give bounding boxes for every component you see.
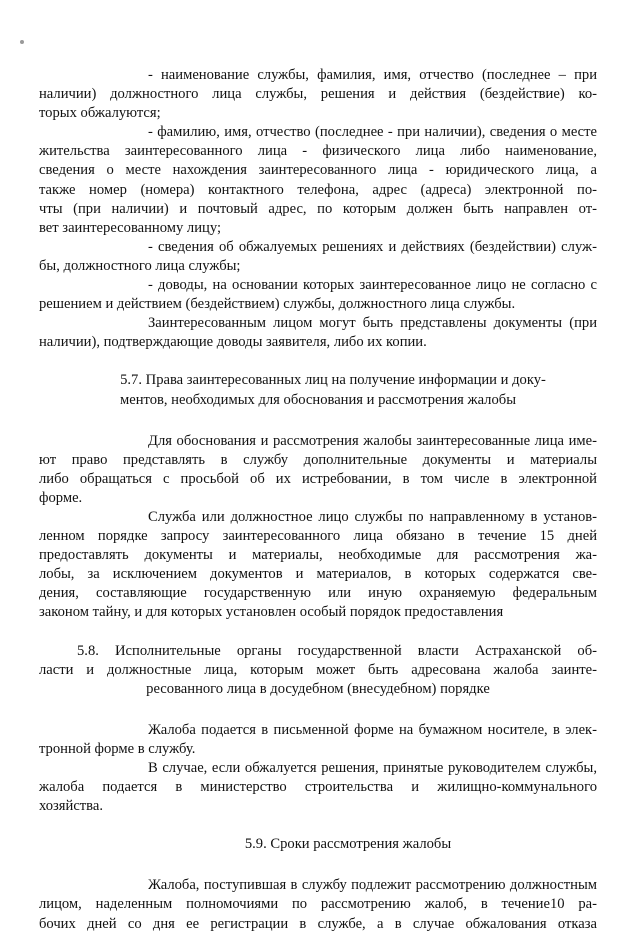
text-line: наличии), подтверждающие доводы заявителя, либо их копии. (39, 334, 427, 351)
text-line: - доводы, на основании которых заинтересованное лицо не согласно с (148, 277, 597, 294)
paragraph-head-decisions (39, 759, 597, 816)
text-line: также номер (номера) контактного телефона, адрес (адреса) электронной по- (39, 181, 597, 198)
text-line: ленном порядке запросу заинтересованного лица обязано в течение 15 дней (39, 528, 597, 545)
text-line: жалоба подается в министерство строительства и жилищно-коммунального (39, 779, 597, 796)
section-b (39, 432, 597, 623)
text-line: В случае, если обжалуется решения, принятые руководителем службы, (148, 760, 597, 776)
text-line: бочих дней со дня ее регистрации в службе, а в случае обжалования отказа (39, 915, 597, 932)
paragraph-service-obliged (39, 508, 597, 623)
heading-line: 5.7. Права заинтересованных лиц на получение информации и доку- (120, 372, 546, 389)
text-line: - сведения об обжалуемых решениях и действиях (бездействии) служ- (148, 238, 597, 255)
heading-line: 5.9. Сроки рассмотрения жалобы (244, 836, 452, 853)
text-line: либо обращаться с просьбой об их истребовании, в том числе в электронной (39, 470, 597, 487)
heading-5-9 (39, 835, 597, 854)
heading-line: ласти и должностные лица, которым может быть адресована жалоба заинте- (39, 661, 597, 678)
text-line: Служба или должностное лицо службы по направленному в установ- (148, 508, 597, 525)
text-line: наличии) должностного лица службы, решения и действия (бездействие) ко- (39, 86, 597, 103)
heading-line: ресованного лица в досудебном (внесудебном) порядке (146, 680, 490, 697)
paragraph-appealed-decisions (39, 238, 597, 276)
text-line: законом тайну, и для которых установлен особый порядок предоставления (39, 604, 504, 621)
text-line: - фамилию, имя, отчество (последнее - при наличии), сведения о месте (148, 124, 597, 141)
text-line: чты (при наличии) и почтовый адрес, по которым должен быть направлен от- (39, 200, 597, 217)
text-line: хозяйства. (39, 798, 104, 815)
text-line: Для обоснования и рассмотрения жалобы заинтересованные лица име- (148, 432, 597, 449)
text-line: форме. (39, 489, 83, 506)
text-line: лобы, за исключением документов и материалов, в которых содержатся све- (39, 566, 597, 583)
heading-line: 5.8. Исполнительные органы государственной власти Астраханской об- (77, 642, 597, 659)
paragraph-applicant-details (39, 123, 597, 238)
section-d (39, 876, 597, 933)
text-line: дения, составляющие государственную или иную охраняемую федеральным (39, 585, 597, 602)
heading-5-8 (39, 642, 597, 699)
text-line: Заинтересованным лицом могут быть представлены документы (при (148, 315, 597, 332)
paragraph-review-period (39, 876, 597, 933)
text-line: бы, должностного лица службы; (39, 257, 241, 274)
paragraph-right-to-submit (39, 432, 597, 508)
text-line: лицом, наделенным полномочиями по рассмотрению жалоб, в течение10 ра- (39, 896, 597, 913)
heading-line: ментов, необходимых для обоснования и рассмотрения жалобы (119, 391, 516, 408)
text-line: Жалоба, поступившая в службу подлежит рассмотрению должностным (148, 877, 597, 894)
text-line: - наименование службы, фамилия, имя, отчество (последнее – при (148, 67, 597, 83)
text-line: торых обжалуются; (39, 105, 161, 122)
section-c (39, 721, 597, 816)
section-a (39, 66, 597, 352)
text-line: сведения о месте нахождения заинтересованного лица - юридического лица, а (39, 162, 597, 179)
paragraph-arguments (39, 276, 597, 314)
text-line: вет заинтересованному лицу; (39, 219, 221, 236)
heading-5-7 (39, 371, 597, 409)
paragraph-complaint-form (39, 721, 597, 759)
text-line: жительства заинтересованного лица - физического лица либо наименование, (39, 143, 597, 160)
scan-speck (20, 40, 24, 44)
text-line: Жалоба подается в письменной форме на бумажном носителе, в элек- (148, 721, 597, 738)
text-line: тронной форме в службу. (39, 740, 196, 757)
paragraph-service-name (39, 66, 597, 123)
text-line: ют право представлять в службу дополнительные документы и материалы (39, 451, 597, 468)
text-line: предоставлять документы и материалы, необходимые для рассмотрения жа- (39, 547, 597, 564)
text-line: решением и действием (бездействием) службы, должностного лица службы. (39, 296, 516, 313)
paragraph-documents (39, 314, 597, 352)
